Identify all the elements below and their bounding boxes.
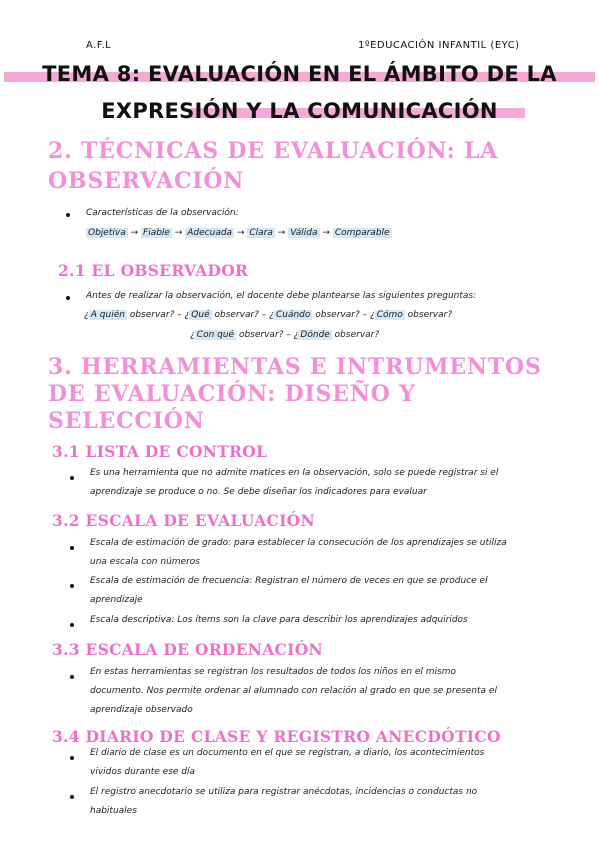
subsection-heading: 3.2 ESCALA DE EVALUACIÓN: [52, 511, 315, 530]
chain-item: Comparable: [334, 228, 390, 238]
bullet-icon: [70, 546, 74, 550]
bullet-text: Escala descriptiva: Los ítems son la clave para describir los aprendizajes adquiridos: [90, 615, 468, 625]
bullet-text: Características de la observación:: [86, 208, 239, 218]
chain-item: Adecuada: [187, 228, 233, 238]
bullet-icon: [70, 756, 74, 760]
chain-item: Clara: [249, 228, 273, 238]
bullet-text: Escala de estimación de grado: para establecer la consecución de los aprendizajes se utiliza una escala con números: [90, 538, 507, 567]
bullet-text: En estas herramientas se registran los resultados de todos los niños en el mismo documento. Nos permite ordenar al alumnado con relación al grado en que se presenta el aprendizaje observado: [90, 667, 497, 715]
heading-line: 3. HERRAMIENTAS E INTRUMENTOS: [48, 354, 542, 380]
bullet-text: El registro anecdotario se utiliza para registrar anécdotas, incidencias o conductas no habituales: [90, 787, 478, 816]
bullet-text: Es una herramienta que no admite matices en la observación, solo se puede registrar si el aprendizaje se produce o no. Se debe diseñar los indicadores para evaluar: [90, 468, 499, 497]
bullet-icon: [66, 213, 70, 217]
questions-line1: ¿ A quién observar? – ¿ Qué observar? – ¿ Cuándo observar? – ¿ Cómo observar?: [84, 310, 453, 320]
chain-item: Objetiva: [88, 228, 126, 238]
observation-characteristics-chain: [86, 228, 392, 238]
arrow-icon: →: [277, 228, 286, 238]
arrow-icon: →: [130, 228, 139, 238]
arrow-icon: →: [322, 228, 330, 238]
heading-line: 2. TÉCNICAS DE EVALUACIÓN: LA: [48, 138, 499, 164]
subsection-heading: 2.1 EL OBSERVADOR: [58, 261, 249, 280]
chain-item: Válida: [290, 228, 318, 238]
author-initials: A.F.L: [86, 40, 112, 51]
subsection-heading: 3.3 ESCALA DE ORDENACIÓN: [52, 640, 323, 659]
section-heading: [48, 354, 542, 435]
bullet-text: Escala de estimación de frecuencia: Registran el número de veces en que se produce el aprendizaje: [90, 576, 488, 605]
subsection-heading: 3.4 DIARIO DE CLASE Y REGISTRO ANECDÓTICO: [52, 727, 501, 746]
arrow-icon: →: [174, 228, 183, 238]
subsection-heading: 3.1 LISTA DE CONTROL: [52, 442, 268, 461]
arrow-icon: →: [236, 228, 245, 238]
bullet-icon: [70, 623, 74, 627]
bullet-icon: [70, 675, 74, 679]
bullet-text: Antes de realizar la observación, el docente debe plantearse las siguientes preguntas:: [86, 291, 477, 301]
chain-item: Fiable: [143, 228, 170, 238]
document-title-line2: EXPRESIÓN Y LA COMUNICACIÓN: [101, 99, 498, 123]
bullet-icon: [70, 476, 74, 480]
bullet-icon: [66, 296, 70, 300]
bullet-icon: [70, 584, 74, 588]
section-heading: [48, 138, 498, 195]
bullet-text: El diario de clase es un documento en el que se registran, a diario, los acontecimientos vividos durante ese día: [90, 748, 485, 777]
bullet-icon: [70, 795, 74, 799]
heading-line: SELECCIÓN: [48, 408, 205, 434]
heading-line: OBSERVACIÓN: [48, 168, 245, 194]
questions-line2: ¿ Con qué observar? – ¿ Dónde observar?: [190, 330, 380, 340]
heading-line: DE EVALUACIÓN: DISEÑO Y: [48, 381, 416, 407]
document-title-line1: TEMA 8: EVALUACIÓN EN EL ÁMBITO DE LA: [42, 62, 557, 86]
course-label: 1ºEDUCACIÓN INFANTIL (EYC): [358, 40, 520, 51]
